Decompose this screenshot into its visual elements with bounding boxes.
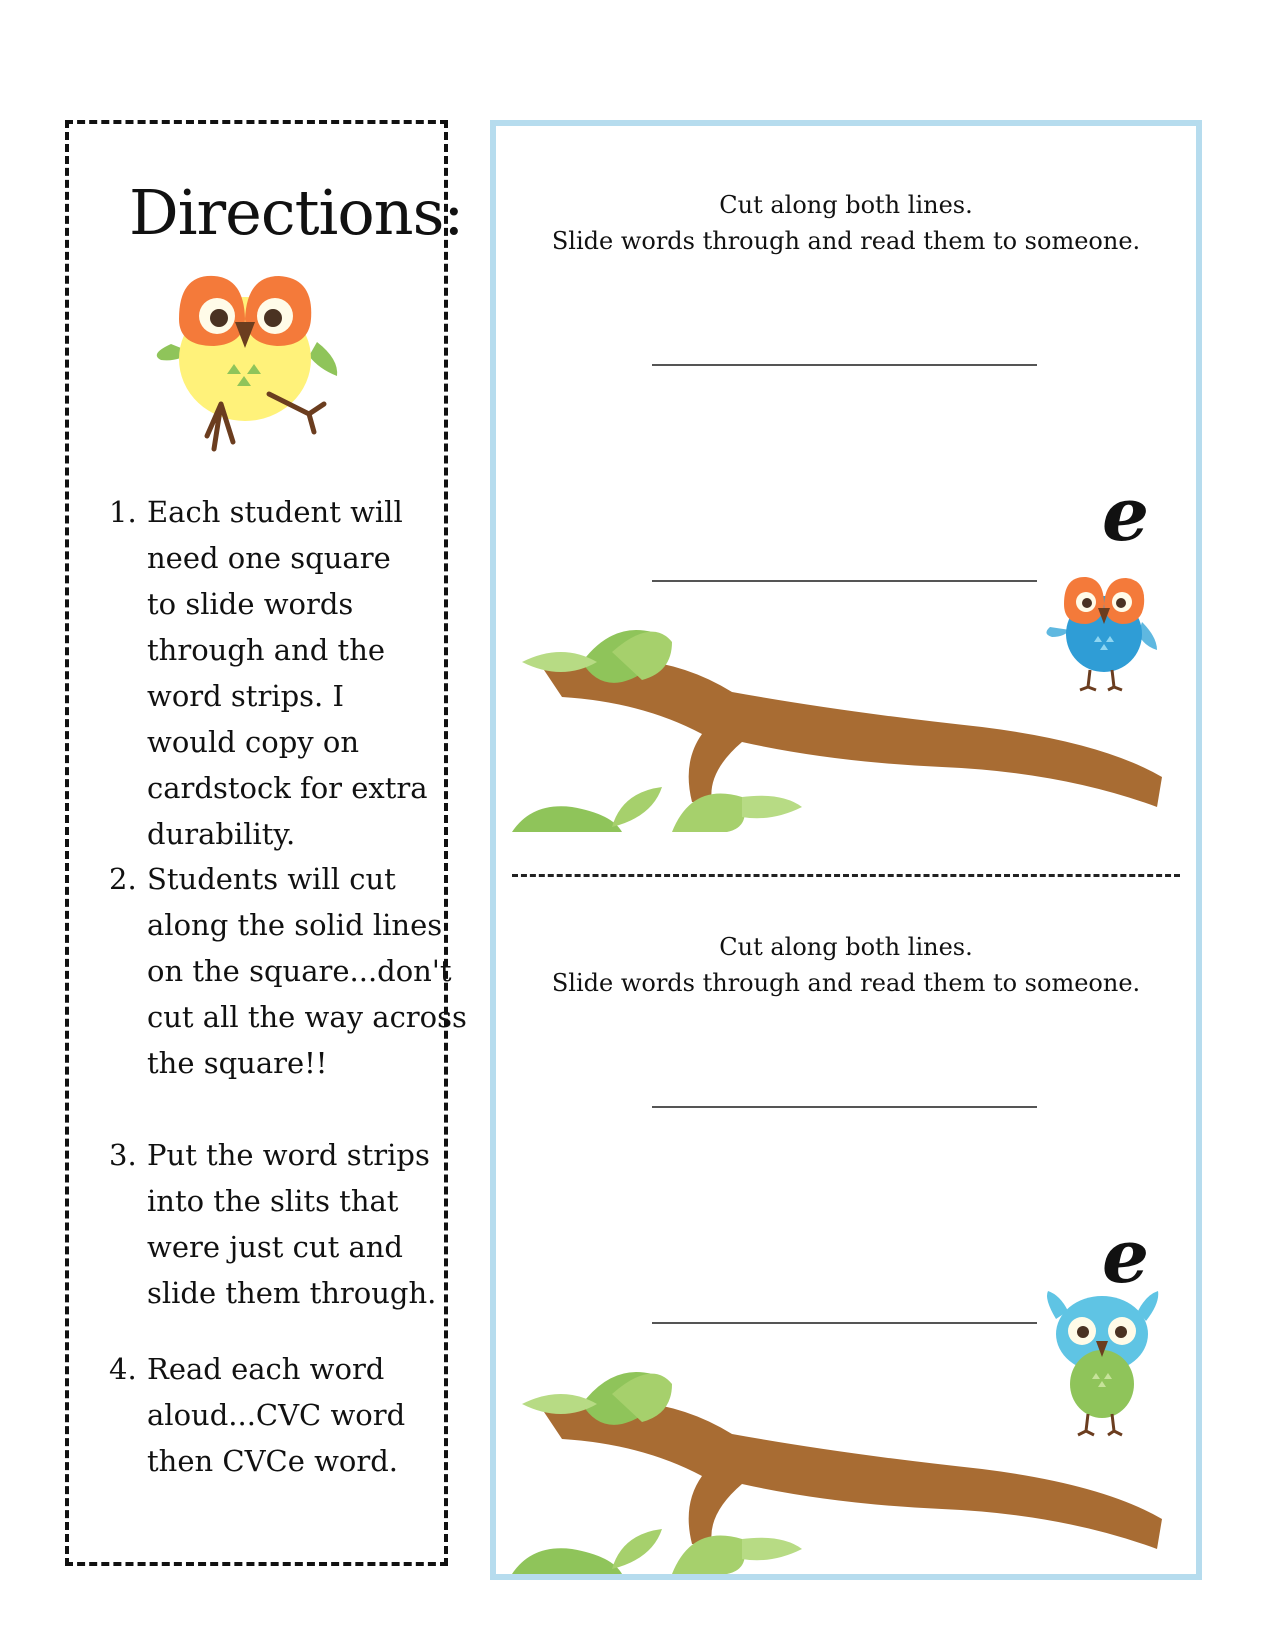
- silent-e-letter: e: [1102, 472, 1150, 558]
- yellow-owl-icon: [149, 264, 349, 454]
- directions-list: [109, 489, 467, 1478]
- slider-square-bottom: [502, 874, 1190, 1609]
- step-number: 2.: [109, 862, 137, 896]
- direction-step: [109, 489, 429, 857]
- step-number: 4.: [109, 1352, 137, 1386]
- cut-line[interactable]: [652, 580, 1037, 582]
- step-number: 3.: [109, 1138, 137, 1172]
- step-text: Students will cut along the solid lines on the square...don't cut all the way across the square!!: [147, 862, 467, 1080]
- step-text: Put the word strips into the slits that were just cut and slide them through.: [147, 1138, 437, 1310]
- instruction-line: Slide words through and read them to someone.: [551, 969, 1141, 997]
- silent-e-letter: e: [1102, 1214, 1150, 1300]
- card-inner: [502, 132, 1190, 1568]
- step-number: 1.: [109, 495, 137, 529]
- cut-instructions: [502, 187, 1190, 259]
- cut-line[interactable]: [652, 364, 1037, 366]
- cut-line[interactable]: [652, 1322, 1037, 1324]
- blue-orange-owl-icon: [1042, 572, 1162, 692]
- step-text: Each student will need one square to slide words through and the word strips. I would copy on cardstock for extra durability.: [147, 495, 428, 851]
- instruction-line: Slide words through and read them to someone.: [551, 227, 1141, 255]
- directions-title: Directions:: [129, 176, 464, 249]
- blue-green-owl-icon: [1042, 1289, 1162, 1439]
- word-slider-card: [490, 120, 1202, 1580]
- step-text: Read each word aloud...CVC word then CVCe word.: [147, 1352, 406, 1478]
- direction-step: [109, 1346, 467, 1484]
- instruction-line: Cut along both lines.: [719, 191, 973, 219]
- direction-step: [109, 1132, 467, 1316]
- cut-instructions: [502, 929, 1190, 1001]
- slider-square-top: [502, 132, 1190, 867]
- direction-step: [109, 856, 467, 1086]
- cut-line[interactable]: [652, 1106, 1037, 1108]
- directions-panel: [65, 120, 467, 1566]
- instruction-line: Cut along both lines.: [719, 933, 973, 961]
